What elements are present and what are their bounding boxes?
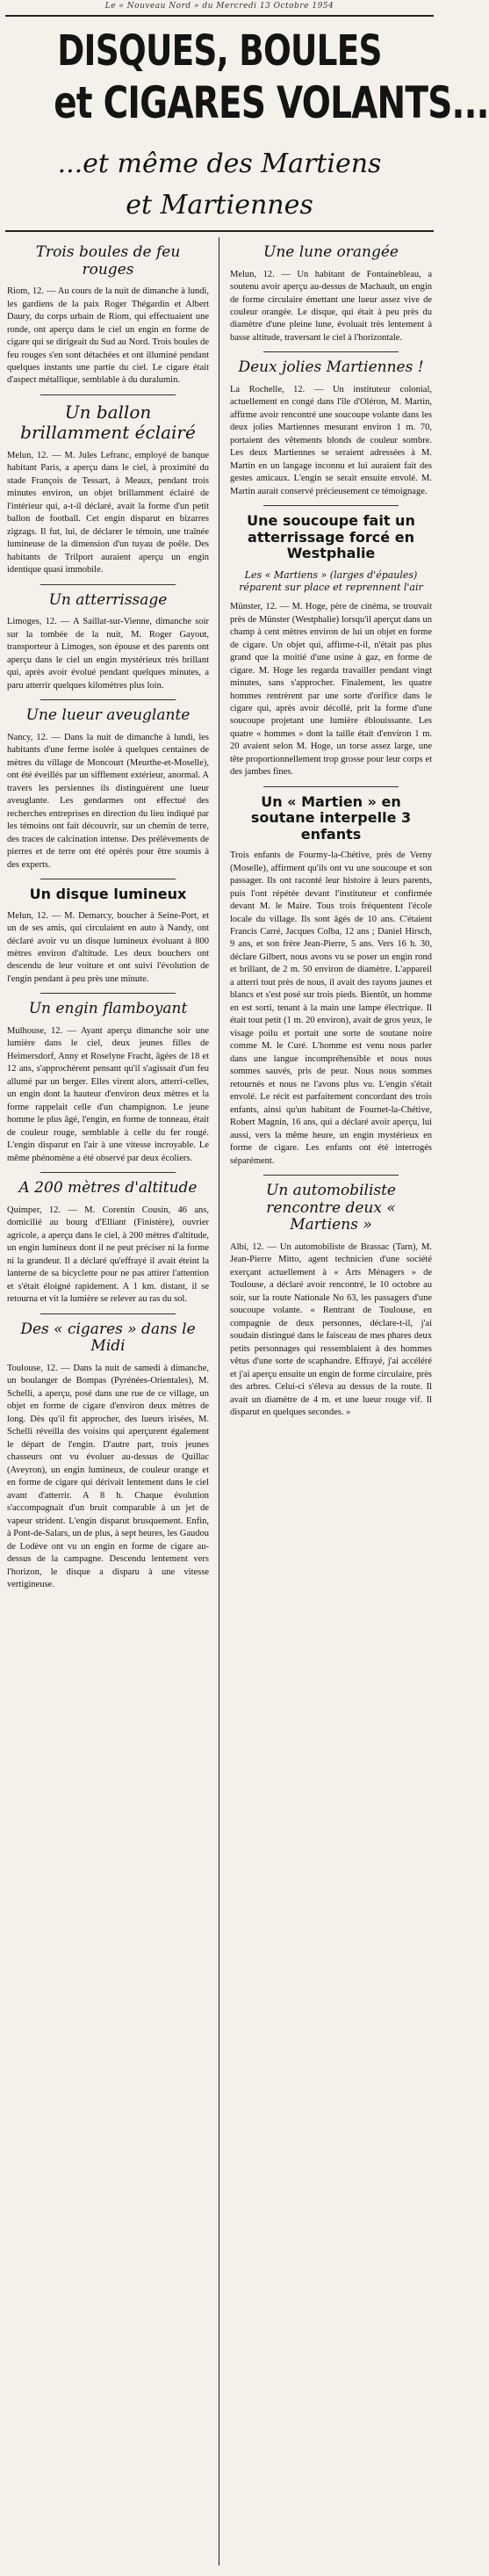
headline-line-4: et Martiennes xyxy=(126,190,313,221)
article-body: Nancy, 12. — Dans la nuit de dimanche à lundi, les habitants d'une ferme isolée à quelques centaines de mètres du village de Moncourt (Meurthe-et-Moselle), ont été éveillés par un sifflement extérieur, anormal. A travers les persiennes ils distinguèrent une lueur aveuglante. Les gendarmes ont effectué des recherches entreprises en direction du lieu indiqué par les témoins ont fait découvrir, sur un chemin de terre, des traces de calcination intense. Des prélèvements de pierres et de terre ont été opérés pour être soumis à des experts. xyxy=(7,732,209,870)
headline-line-1: DISQUES, BOULES xyxy=(57,26,382,76)
article-heading: Une soucoupe fait un atterrissage forcé en Westphalie xyxy=(247,512,415,562)
headline-line-2: et CIGARES VOLANTS... xyxy=(54,77,489,128)
article-heading: Un atterrissage xyxy=(48,590,168,609)
article-heading: Un ballon brillamment éclairé xyxy=(20,401,196,443)
article xyxy=(228,513,434,779)
article-heading: Trois boules de feu rouges xyxy=(35,243,181,279)
article xyxy=(228,244,434,344)
headline-line-3: ...et même des Martiens xyxy=(57,148,382,179)
article-body: Riom, 12. — Au cours de la nuit de dimanche à lundi, les gardiens de la paix Roger Thégardin et Albert Daury, du corps urbain de Riom, qui effectuaient une ronde, ont aperçu dans le ciel un engin en forme de cigare qui se dirigeait du Sud au Nord. Trois boules de feu rouges s'en sont détachées et ont illuminé pendant quelques instants une partie du ciel. Le cigare était d'aspect métallique, semblable à du duralumin. xyxy=(7,286,209,386)
right-column xyxy=(228,237,434,2565)
article-heading: Une lune orangée xyxy=(263,243,399,261)
article xyxy=(5,1321,211,1592)
separator xyxy=(40,699,176,700)
article xyxy=(228,359,434,498)
article-body: Melun, 12. — Un habitant de Fontainebleau, a soutenu avoir aperçu au-dessus de Machault, un engin de forme circulaire émettant une lueur assez vive de couleur orangée. Le disque, qui était à peu près du diamètre d'une pleine lune, évoluait très lentement à basse altitude, traversant le ciel à l'horizontale. xyxy=(230,269,432,343)
article xyxy=(5,707,211,872)
article-heading: Un engin flamboyant xyxy=(28,1000,188,1018)
article-heading: Deux jolies Martiennes ! xyxy=(238,358,424,377)
article-body: Melun, 12. — M. Jules Lefranc, employé de banque habitant Paris, a aperçu dans le ciel, à proximité du stade François de Tessart, à Meaux, pendant trois minutes environ, un objet brillamment éclairé de l'intérieur qui, a-t-il déclaré, avait la forme d'un petit ballon de football. Cet engin disparut en bizarres zigzags. Il fut, lui, de déclarer le témoin, une traînée lumineuse de la dimension d'un tuyau de poêle. Des habitants de Trilport auraient aperçu un engin identique quasi immobile. xyxy=(7,450,209,575)
article-heading: Un disque lumineux xyxy=(29,886,187,903)
article-body: Melun, 12. — M. Demarcy, boucher à Seine-Port, et un de ses amis, qui circulaient en auto à Nandy, ont déclaré avoir vu un disque lumineux évoluant à 800 mètres environ d'altitude. Les deux bouchers ont descendu de leur voiture et ont suivi l'évolution de l'engin pendant à peu près une minute. xyxy=(7,910,209,984)
separator xyxy=(40,1313,176,1314)
article-subheading: Les « Martiens » (larges d'épaules) réparent sur place et reprennent l'air xyxy=(239,568,423,593)
article xyxy=(5,402,211,577)
article-body: La Rochelle, 12. — Un instituteur colonial, actuellement en congé dans l'île d'Oléron, M. Martin, affirme avoir rencontré une soucoupe volante dans les deux jolies Martiennes mesurant environ 1 m. 70, portaient des vêtements blonds de couleur sombre. Les deux Martiennes se seraient adressées à M. Martin en un langage inconnu et lui auraient fait des gestes amicaux. L'engin se serait ensuite envolé. M. Martin aurait conservé précieusement ce témoignage. xyxy=(230,385,432,496)
separator xyxy=(263,786,399,787)
separator xyxy=(40,394,176,395)
article-body: Limoges, 12. — A Saillat-sur-Vienne, dimanche soir sur la tombée de la nuit, M. Roger Gayout, transporteur à Limoges, son épouse et des parents ont aperçu dans le ciel un engin mystérieux très brillant qui, après avoir évolué pendant quelques minutes, a paru atterrir quelques kilomètres plus loin. xyxy=(7,617,209,691)
separator xyxy=(40,1172,176,1173)
separator xyxy=(40,993,176,994)
article xyxy=(5,244,211,387)
article-body: Mulhouse, 12. — Ayant aperçu dimanche soir une lumière dans le ciel, deux jeunes filles de Heimersdorf, Anny et Roselyne Fracht, âgées de 18 et 12 ans, s'approchèrent pensant qu'il s'agissait d'un feu allumé par un berger. Elles virent alors, atterri-celles, un engin dont la hauteur d'environ deux mètres et la forme rappelait celle d'un champignon. Le jeune homme le plus âgé, l'engin, en forme de tonneau, était de couleur rouge, semblable à celle du fer rougé. L'engin disparut en l'air à une vitesse incroyable. Le même phénomène a été observé par deux écoliers. xyxy=(7,1025,209,1163)
article xyxy=(5,1001,211,1165)
article-body: Trois enfants de Fourmy-la-Chétive, près de Verny (Moselle), affirment qu'ils ont vu une soucoupe et son passager. Ils ont raconté leur histoire à leurs parents, puis l'ont répétée devant l'instituteur et confirmée devant M. le Maire. Tous trois fréquentent l'école locale du village. Ils sont âgés de 10 ans. C'étaient Francis Carré, Jacques Colba, 12 ans ; Daniel Hirsch, 9 ans, et son frère Jean-Pierre, 5 ans. Vers 16 h. 30, déclare Gilbert, nous avons vu se poser un engin rond et brillant, de 2 m. 50 environ de diamètre. L'appareil a atterri tout près de nous, il avait des rayons jaunes et blancs et s'est posé sur trois pieds. Bientôt, un homme en est sorti, tenant à la main une lampe électrique. Il était tout petit (1 m. 20 environ), avait de gros yeux, le visage poilu et portait une sorte de soutane noire comme M. le Curé. L'homme est venu nous parler dans une langue incompréhensible et nous nous sommes sauvés, pris de peur. Nous nous sommes retournés et nous ne l'avons plus vu. L'engin s'était envolé. Le récit est parfaitement concordant des trois enfants, ainsi qu'un habitant de Fournet-la-Chétive, Robert Magnin, 16 ans, qui a déclaré avoir aperçu, lui aussi, vers la même heure, un engin mystérieux en forme de cigare. Les enfants ont été interrogés séparément. xyxy=(230,850,432,1166)
article-body: Albi, 12. — Un automobiliste de Brassac (Tarn), M. Jean-Pierre Mitto, agent technicien d'une société exerçant actuellement à « Arts Ménagers » de Toulouse, a déclaré avoir rencontré, le 10 octobre au soir, sur la route Nationale No 63, les passagers d'une soucoupe volante. « Rentrant de Toulouse, en compagnie de deux personnes, déclare-t-il, j'ai soudain distingué dans le faisceau de mes phares deux petits personnages qui ressemblaient à des hommes vêtus d'une sorte de scaphandre. Effrayé, j'ai accéléré et j'ai aperçu ensuite un engin de forme circulaire, près des arbres. Celui-ci s'éleva au dessus de la route. Il avait un diamètre de 4 m. et une lueur rouge vif. Il disparut en quelques secondes. » xyxy=(230,1241,432,1418)
header-strip: Le « Nouveau Nord » du Mercredi 13 Octobre 1954 xyxy=(104,2,334,11)
article-body: Quimper, 12. — M. Corentin Cousin, 46 ans, domicilié au bourg d'Elliant (Finistère), ouvrier agricole, a aperçu dans le ciel, à 200 mètres d'altitude, un engin lumineux dont il ne peut préciser ni la forme ni la grandeur. Il a déclaré qu'effrayé il avait éteint la lanterne de sa bicyclette pour ne pas attirer l'attention et s'était éloigné rapidement. A 1 km. distant, il se retourna et vit la lumière se relever au ras du sol. xyxy=(7,1205,209,1305)
article xyxy=(5,592,211,692)
article-body: Toulouse, 12. — Dans la nuit de samedi à dimanche, un boulanger de Bompas (Pyrénées-Orientales), M. Schelli, a aperçu, posé dans une rue de ce village, un objet en forme de cigare d'environ deux mètres de long. Dès qu'il fit approcher, des lueurs irisées, M. Schelli réveilla des voisins qui aperçurent également le départ de l'engin. D'autre part, trois jeunes chasseurs ont vu évoluer au-dessus de Quillac (Aveyron), un engin lumineux, de couleur orange et en forme de cigare qui dérivait lentement dans le ciel avant d'atterrir. A 8 h. Chaque évolution s'accompagnait d'un bruit comparable à un jet de vapeur strident. L'engin disparut brusquement. Enfin, à Pont-de-Salars, un de plus, à sept heures, les Gaudou de Lodève ont vu un engin en forme de cigare au-dessus de la campagne. Descendu lentement vers l'horizon, le disque a disparu à une vitesse vertigineuse. xyxy=(7,1363,209,1590)
left-column xyxy=(5,237,211,2565)
article xyxy=(5,1180,211,1306)
article-heading: Des « cigares » dans le Midi xyxy=(20,1320,196,1356)
separator xyxy=(263,351,399,352)
headline-rule xyxy=(5,230,434,232)
article-heading: Un automobiliste rencontre deux « Martiens » xyxy=(266,1182,396,1234)
article-heading: A 200 mètres d'altitude xyxy=(18,1179,198,1198)
article-body: Münster, 12. — M. Hoge, père de cinéma, se trouvait près de Münster (Westphalie) lorsqu'il aperçut dans un champ à cent mètres environ de lui un objet en forme de cigare. Un objet qui, affirme-t-il, n'était pas plus grand que la moitié d'une usine à gaz, en forme de cigare. M. Hoge les regarda travailler pendant vingt minutes, sans s'approcher. Finalement, les quatre hommes rentrèrent par une sorte d'orifice dans le cigare qui, après avoir décollé, prit la forme d'une soucoupe projetant une lumière éblouissante. Les quatre « hommes » dont la taille était d'environ 1 m. 20 avaient selon M. Hoge, un torse assez large, une tête proportionnellement trop grosse pour leur corps et des jambes fines. xyxy=(230,602,432,778)
article xyxy=(5,886,211,986)
separator xyxy=(263,1175,399,1176)
article-heading: Un « Martien » en soutane interpelle 3 enfants xyxy=(250,792,412,843)
article-heading: Une lueur aveuglante xyxy=(25,706,191,725)
article xyxy=(228,794,434,1168)
separator xyxy=(263,505,399,506)
separator xyxy=(40,584,176,585)
article xyxy=(228,1183,434,1419)
headline-block xyxy=(7,14,489,225)
